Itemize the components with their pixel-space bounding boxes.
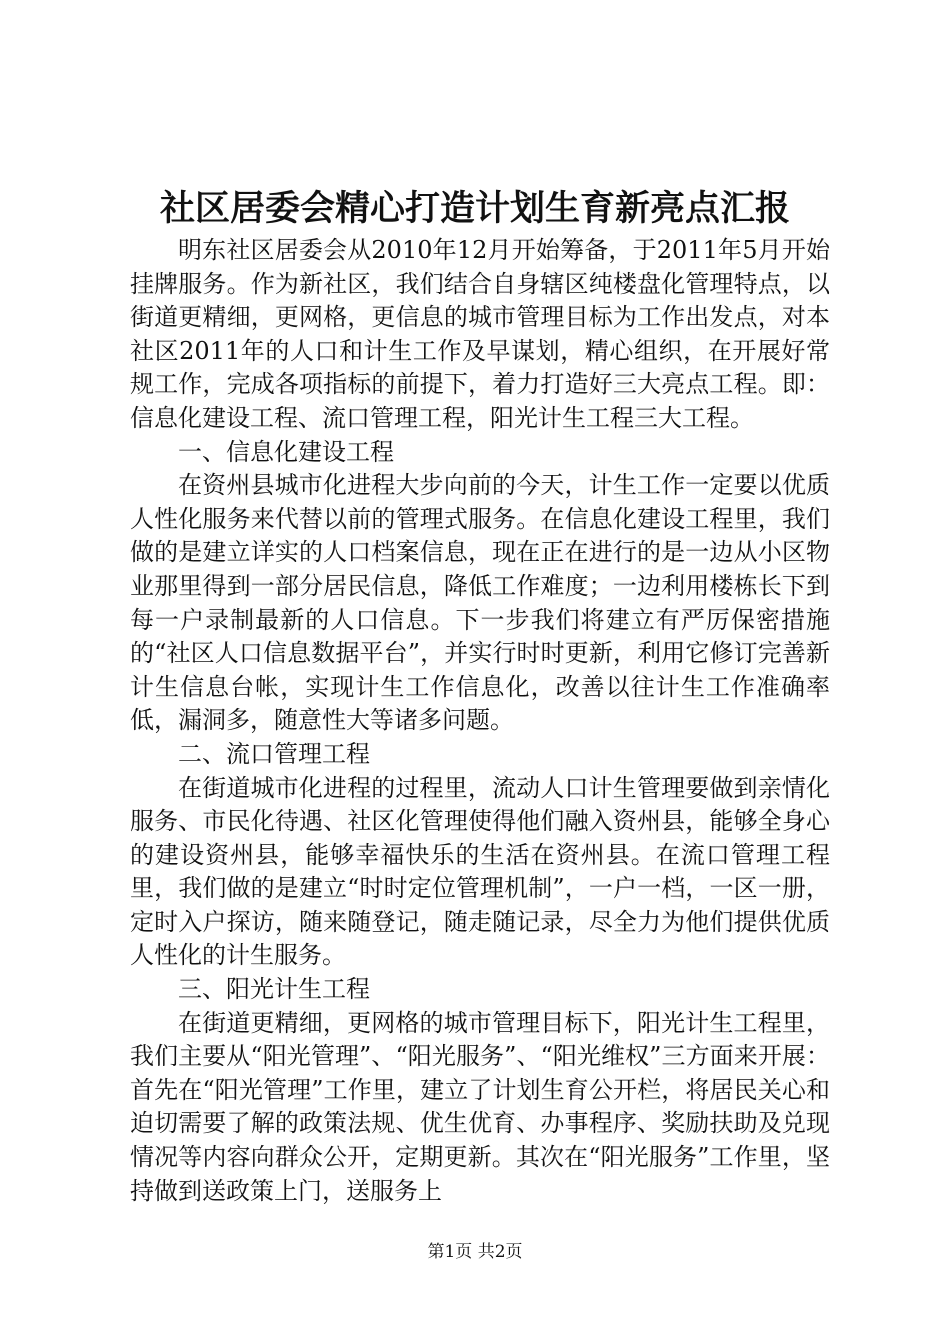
section-3-paragraph: 在街道更精细，更网格的城市管理目标下，阳光计生工程里，我们主要从“阳光管理”、“阳光服务”、“阳光维权”三方面来开展：首先在“阳光管理”工作里，建立了计划生育公开栏，将居民关心和迫切需要了解的政策法规、优生优育、办事程序、奖励扶助及兑现情况等内容向群众公开，定期更新。其次在“阳光服务”工作里，坚持做到送政策上门，送服务上 bbox=[130, 1008, 830, 1205]
section-heading-1: 一、信息化建设工程 bbox=[178, 437, 394, 466]
page-number-footer: 第1页 共2页 bbox=[427, 1242, 523, 1262]
document-body bbox=[130, 234, 830, 1208]
section-2-paragraph: 在街道城市化进程的过程里，流动人口计生管理要做到亲情化服务、市民化待遇、社区化管理使得他们融入资州县，能够全身心的建设资州县，能够幸福快乐的生活在资州县。在流口管理工程里，我们做的是建立“时时定位管理机制”，一户一档，一区一册，定时入户探访，随来随登记，随走随记录，尽全力为他们提供优质人性化的计生服务。 bbox=[130, 773, 830, 970]
section-heading-2: 二、流口管理工程 bbox=[178, 739, 370, 768]
intro-paragraph: 明东社区居委会从2010年12月开始筹备，于2011年5月开始挂牌服务。作为新社区，我们结合自身辖区纯楼盘化管理特点，以街道更精细，更网格，更信息的城市管理目标为工作出发点，对本社区2011年的人口和计生工作及早谋划，精心组织，在开展好常规工作，完成各项指标的前提下，着力打造好三大亮点工程。即：信息化建设工程、流口管理工程，阳光计生工程三大工程。 bbox=[130, 236, 830, 432]
section-heading-3: 三、阳光计生工程 bbox=[178, 975, 370, 1004]
section-1-paragraph: 在资州县城市化进程大步向前的今天，计生工作一定要以优质人性化服务来代替以前的管理式服务。在信息化建设工程里，我们做的是建立详实的人口档案信息，现在正在进行的是一边从小区物业那里得到一部分居民信息，降低工作难度；一边利用楼栋长下到每一户录制最新的人口信息。下一步我们将建立有严厉保密措施的“社区人口信息数据平台”，并实行时时更新，利用它修订完善新计生信息台帐，实现计生工作信息化，改善以往计生工作准确率低，漏洞多，随意性大等诸多问题。 bbox=[130, 471, 830, 735]
document-title: 社区居委会精心打造计划生育新亮点汇报 bbox=[159, 189, 790, 229]
